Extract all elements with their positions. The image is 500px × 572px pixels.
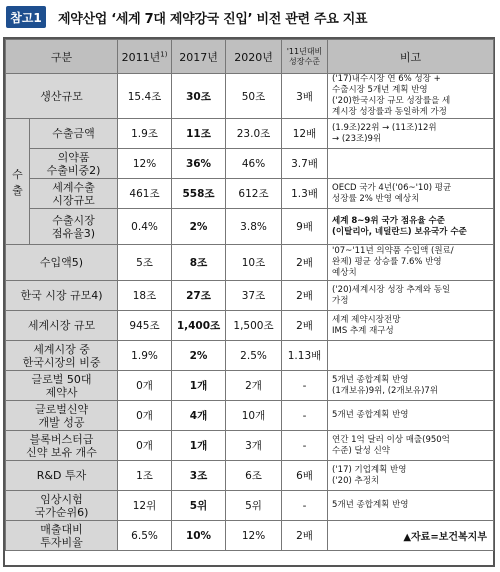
table-row [6, 341, 494, 371]
note-text: ('20)세계시장 성장 추계와 동일 가정 [328, 281, 494, 311]
value-2017: 3조 [172, 461, 226, 491]
table-row [6, 371, 494, 401]
value-2011: 945조 [118, 311, 172, 341]
table-row [6, 521, 494, 551]
value-2017: 5위 [172, 491, 226, 521]
growth-value: 12배 [282, 119, 328, 149]
header-category: 구분 [6, 40, 118, 74]
table-row [6, 431, 494, 461]
document-title: 제약산업 ‘세계 7대 제약강국 진입’ 비전 관련 주요 지표 [58, 11, 368, 27]
growth-value: 2배 [282, 311, 328, 341]
value-2011: 0개 [118, 401, 172, 431]
table-row [6, 179, 494, 209]
value-2020: 2개 [226, 371, 282, 401]
value-2020: 50조 [226, 74, 282, 119]
table-row [6, 149, 494, 179]
growth-value: - [282, 401, 328, 431]
growth-value: 9배 [282, 209, 328, 245]
row-label: 수출시장 점유율3) [30, 209, 118, 245]
indicator-table [5, 39, 494, 551]
row-label: 수입액5) [6, 245, 118, 281]
note-text: 5개년 종합계획 반영 (1개보유)9위, (2개보유)7위 [328, 371, 494, 401]
value-2011: 15.4조 [118, 74, 172, 119]
value-2017: 558조 [172, 179, 226, 209]
table-row [6, 119, 494, 149]
table-row [6, 491, 494, 521]
value-2020: 23.0조 [226, 119, 282, 149]
value-2011: 1.9조 [118, 119, 172, 149]
value-2011: 1조 [118, 461, 172, 491]
table-row [6, 461, 494, 491]
header-growth: '11년대비 성장수준 [282, 40, 328, 74]
row-label: 임상시험 국가순위6) [6, 491, 118, 521]
value-2017: 2% [172, 209, 226, 245]
table-row [6, 74, 494, 119]
value-2020: 10개 [226, 401, 282, 431]
growth-value: 3배 [282, 74, 328, 119]
value-2011: 1.9% [118, 341, 172, 371]
value-2017: 36% [172, 149, 226, 179]
growth-value: - [282, 431, 328, 461]
value-2020: 1,500조 [226, 311, 282, 341]
row-label: 한국 시장 규모4) [6, 281, 118, 311]
value-2011: 461조 [118, 179, 172, 209]
source-credit: ▲자료=보건복지부 [328, 521, 494, 551]
note-text [328, 341, 494, 371]
note-text: 세계 제약시장전망 IMS 추계 재구성 [328, 311, 494, 341]
value-2017: 4개 [172, 401, 226, 431]
growth-value: 6배 [282, 461, 328, 491]
value-2017: 27조 [172, 281, 226, 311]
note-text: 5개년 종합계획 반영 [328, 401, 494, 431]
reference-badge: 참고1 [6, 6, 46, 28]
value-2017: 8조 [172, 245, 226, 281]
row-label: 세계시장 중 한국시장의 비중 [6, 341, 118, 371]
value-2020: 10조 [226, 245, 282, 281]
note-text: '07~'11년 의약품 수입액 (원료/ 완제) 평균 상승률 7.6% 반영 예상치 [328, 245, 494, 281]
value-2017: 10% [172, 521, 226, 551]
table-row [6, 281, 494, 311]
growth-value: 2배 [282, 245, 328, 281]
value-2011: 6.5% [118, 521, 172, 551]
note-text: ('17) 기업계획 반영 ('20) 추정치 [328, 461, 494, 491]
note-text: 5개년 종합계획 반영 [328, 491, 494, 521]
row-label: 세계시장 규모 [6, 311, 118, 341]
value-2011: 12% [118, 149, 172, 179]
row-label: 세계수출 시장규모 [30, 179, 118, 209]
row-label: 글로벌 50대 제약사 [6, 371, 118, 401]
value-2017: 2% [172, 341, 226, 371]
note-text: ('17)내수시장 연 6% 성장 + 수출시장 5개년 계획 반영 ('20)한국시장 규모 성장률을 세 계시장 성장률과 동일하게 가정 [328, 74, 494, 119]
value-2020: 2.5% [226, 341, 282, 371]
value-2011: 5조 [118, 245, 172, 281]
value-2017: 1개 [172, 371, 226, 401]
row-label: 글로벌신약 개발 성공 [6, 401, 118, 431]
note-text [328, 149, 494, 179]
note-text: 세계 8~9위 국가 점유율 수준 (이탈리아, 네덜란드) 보유국가 수준 [328, 209, 494, 245]
value-2017: 1개 [172, 431, 226, 461]
note-text: OECD 국가 4년('06~'10) 평균 성장률 2% 반영 예상치 [328, 179, 494, 209]
value-2020: 612조 [226, 179, 282, 209]
value-2011: 12위 [118, 491, 172, 521]
growth-value: 2배 [282, 281, 328, 311]
row-label: 의약품 수출비중2) [30, 149, 118, 179]
growth-value: 3.7배 [282, 149, 328, 179]
value-2011: 0개 [118, 431, 172, 461]
row-label: 매출대비 투자비율 [6, 521, 118, 551]
table-row [6, 311, 494, 341]
export-group-label: 수 출 [6, 119, 30, 245]
note-text: 연간 1억 달러 이상 매출(950억 수준) 달성 신약 [328, 431, 494, 461]
value-2020: 3개 [226, 431, 282, 461]
header-2020: 2020년 [226, 40, 282, 74]
value-2020: 3.8% [226, 209, 282, 245]
value-2011: 0.4% [118, 209, 172, 245]
value-2017: 30조 [172, 74, 226, 119]
value-2011: 18조 [118, 281, 172, 311]
table-row [6, 401, 494, 431]
row-label: 수출금액 [30, 119, 118, 149]
growth-value: 1.3배 [282, 179, 328, 209]
note-text: (1.9조)22위 → (11조)12위 → (23조)9위 [328, 119, 494, 149]
growth-value: - [282, 371, 328, 401]
growth-value: - [282, 491, 328, 521]
value-2017: 1,400조 [172, 311, 226, 341]
indicator-table-frame [3, 37, 495, 567]
row-label: 생산규모 [6, 74, 118, 119]
value-2020: 6조 [226, 461, 282, 491]
growth-value: 2배 [282, 521, 328, 551]
value-2020: 5위 [226, 491, 282, 521]
table-row [6, 245, 494, 281]
header-2017: 2017년 [172, 40, 226, 74]
growth-value: 1.13배 [282, 341, 328, 371]
value-2020: 46% [226, 149, 282, 179]
value-2011: 0개 [118, 371, 172, 401]
table-row [6, 209, 494, 245]
header [0, 0, 500, 34]
row-label: R&D 투자 [6, 461, 118, 491]
row-label: 블록버스터급 신약 보유 개수 [6, 431, 118, 461]
value-2020: 37조 [226, 281, 282, 311]
value-2017: 11조 [172, 119, 226, 149]
header-2011: 2011년$^{1)}$ [118, 40, 172, 74]
header-note: 비고 [328, 40, 494, 74]
value-2020: 12% [226, 521, 282, 551]
